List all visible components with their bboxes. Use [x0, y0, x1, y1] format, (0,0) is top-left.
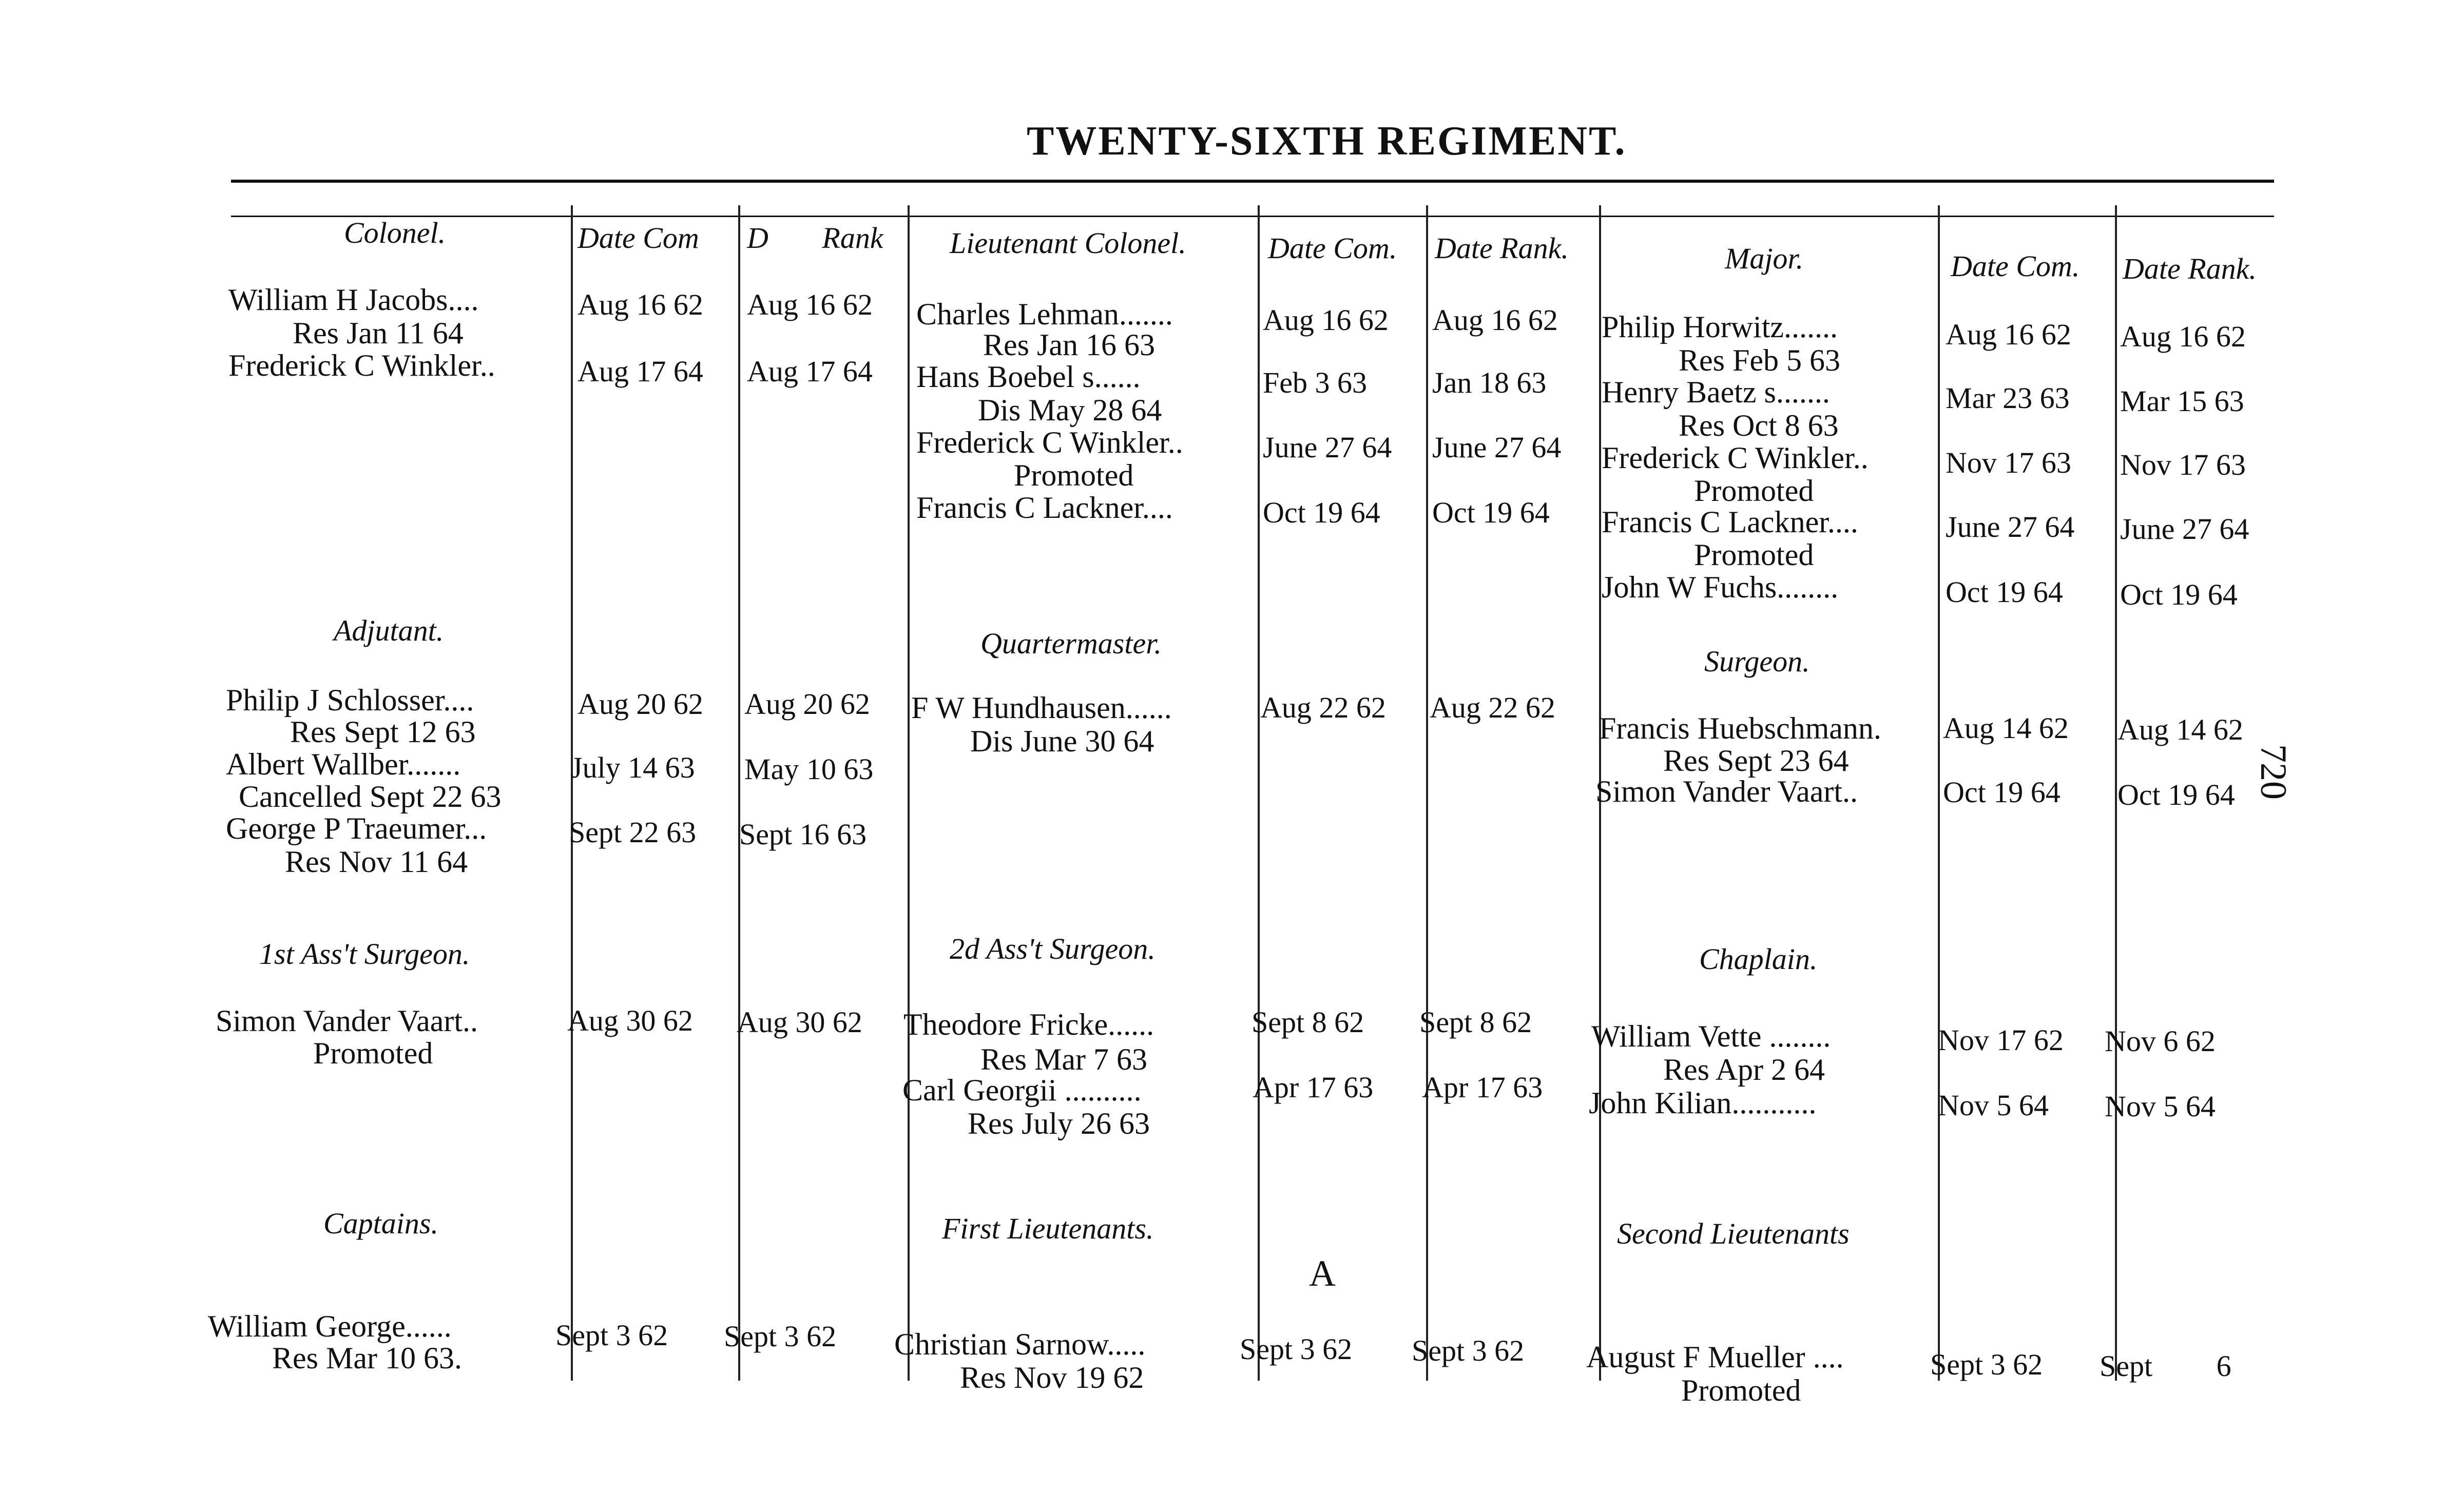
major-com-date: June 27 64 — [1946, 510, 2075, 544]
major-name: Philip Horwitz....... — [1602, 310, 1838, 344]
section-2d-asst-surgeon: 2d Ass't Surgeon. — [950, 932, 1156, 965]
header-lt-colonel: Lieutenant Colonel. — [950, 226, 1186, 260]
quartermaster-note: Dis June 30 64 — [970, 724, 1154, 758]
column-rule — [1938, 205, 1940, 1381]
first-asst-surgeon-name: Simon Vander Vaart.. — [216, 1004, 478, 1038]
major-note: Res Feb 5 63 — [1679, 343, 1840, 377]
header-date-com-3: Date Com. — [1951, 249, 2080, 283]
lt-colonel-note: Res Jan 16 63 — [983, 328, 1155, 362]
chaplain-com-date: Nov 17 62 — [1938, 1023, 2064, 1057]
second-lieutenant-name: August F Mueller .... — [1586, 1340, 1844, 1374]
adjutant-name: Albert Wallber....... — [226, 747, 461, 781]
surgeon-note: Res Sept 23 64 — [1663, 744, 1849, 778]
surgeon-name: Francis Huebschmann. — [1599, 711, 1881, 745]
captain-rank-date: Sept 3 62 — [724, 1320, 837, 1353]
colonel-name: Frederick C Winkler.. — [228, 348, 495, 382]
second-asst-surgeon-rank-date: Sept 8 62 — [1419, 1005, 1532, 1039]
colonel-rank-date: Aug 17 64 — [747, 355, 873, 388]
column-rule — [2115, 205, 2117, 1381]
adjutant-name: George P Traeumer... — [226, 811, 487, 845]
section-captains: Captains. — [323, 1207, 438, 1240]
major-note: Promoted — [1694, 474, 1814, 508]
first-asst-surgeon-rank-date: Aug 30 62 — [737, 1005, 862, 1039]
adjutant-note: Res Nov 11 64 — [285, 845, 468, 879]
lt-colonel-note: Dis May 28 64 — [978, 393, 1162, 427]
major-rank-date: Mar 15 63 — [2120, 384, 2244, 418]
surgeon-com-date: Oct 19 64 — [1943, 776, 2061, 809]
company-letter: A — [1309, 1253, 1336, 1294]
column-rule — [1426, 205, 1428, 1381]
column-rule — [571, 205, 573, 1381]
adjutant-com-date: Sept 22 63 — [569, 816, 697, 849]
chaplain-name: William Vette ........ — [1591, 1019, 1831, 1053]
surgeon-rank-date: Oct 19 64 — [2118, 778, 2235, 811]
adjutant-rank-date: Sept 16 63 — [739, 818, 867, 851]
colonel-com-date: Aug 16 62 — [578, 288, 703, 321]
adjutant-com-date: Aug 20 62 — [578, 687, 703, 721]
colonel-note: Res Jan 11 64 — [293, 316, 464, 350]
page-number: 720 — [2253, 744, 2294, 800]
second-asst-surgeon-rank-date: Apr 17 63 — [1422, 1071, 1543, 1104]
column-rule — [1258, 205, 1260, 1381]
lt-colonel-rank-date: Aug 16 62 — [1432, 303, 1558, 337]
colonel-com-date: Aug 17 64 — [578, 355, 703, 388]
surgeon-rank-date: Aug 14 62 — [2118, 713, 2243, 746]
second-asst-surgeon-com-date: Sept 8 62 — [1252, 1005, 1364, 1039]
major-rank-date: Aug 16 62 — [2120, 320, 2246, 353]
lt-colonel-rank-date: Oct 19 64 — [1432, 496, 1550, 529]
title-rule — [231, 180, 2274, 183]
major-rank-date: Nov 17 63 — [2120, 448, 2246, 481]
first-lieutenant-name: Christian Sarnow..... — [894, 1327, 1146, 1361]
major-com-date: Aug 16 62 — [1946, 318, 2071, 351]
adjutant-note: Cancelled Sept 22 63 — [239, 780, 502, 813]
quartermaster-name: F W Hundhausen...... — [911, 691, 1172, 725]
section-quartermaster: Quartermaster. — [980, 627, 1162, 660]
lt-colonel-rank-date: June 27 64 — [1432, 431, 1562, 464]
header-date-com: Date Com — [578, 221, 699, 255]
header-date-com-2: Date Com. — [1268, 231, 1397, 265]
chaplain-rank-date: Nov 6 62 — [2105, 1024, 2216, 1058]
second-lieutenant-note: Promoted — [1681, 1373, 1801, 1407]
second-lieutenant-com-date: Sept 3 62 — [1930, 1348, 2043, 1381]
second-asst-surgeon-note: Res Mar 7 63 — [980, 1042, 1147, 1076]
major-rank-date: June 27 64 — [2120, 512, 2249, 546]
first-lieutenant-note: Res Nov 19 62 — [960, 1361, 1144, 1394]
adjutant-rank-date: Aug 20 62 — [744, 687, 870, 721]
header-date-rank-3: Date Rank. — [2123, 252, 2257, 285]
section-second-lieutenants: Second Lieutenants — [1617, 1217, 1850, 1250]
section-adjutant: Adjutant. — [334, 614, 444, 647]
adjutant-name: Philip J Schlosser.... — [226, 683, 474, 717]
header-date-rank: Date Rank. — [1435, 231, 1569, 265]
lt-colonel-com-date: June 27 64 — [1263, 431, 1392, 464]
major-note: Promoted — [1694, 538, 1814, 572]
section-chaplain: Chaplain. — [1699, 942, 1818, 976]
adjutant-rank-date: May 10 63 — [744, 752, 874, 786]
major-com-date: Nov 17 63 — [1946, 446, 2071, 479]
quartermaster-rank-date: Aug 22 62 — [1430, 691, 1555, 724]
major-name: John W Fuchs........ — [1602, 570, 1839, 604]
page-title: TWENTY-SIXTH REGIMENT. — [1027, 119, 1627, 164]
section-1st-asst-surgeon: 1st Ass't Surgeon. — [259, 937, 470, 971]
chaplain-rank-date: Nov 5 64 — [2105, 1090, 2216, 1123]
first-lieutenant-com-date: Sept 3 62 — [1240, 1332, 1353, 1366]
surgeon-name: Simon Vander Vaart.. — [1595, 774, 1858, 808]
lt-colonel-com-date: Oct 19 64 — [1263, 496, 1380, 529]
header-d-rank: D Rank — [747, 221, 883, 255]
major-com-date: Mar 23 63 — [1946, 381, 2070, 415]
surgeon-com-date: Aug 14 62 — [1943, 711, 2069, 745]
lt-colonel-name: Hans Boebel s...... — [916, 360, 1141, 394]
lt-colonel-name: Charles Lehman....... — [916, 297, 1173, 331]
first-lieutenant-rank-date: Sept 3 62 — [1412, 1334, 1525, 1367]
lt-colonel-rank-date: Jan 18 63 — [1432, 366, 1547, 399]
column-rule — [738, 205, 740, 1381]
lt-colonel-com-date: Aug 16 62 — [1263, 303, 1389, 337]
second-asst-surgeon-name: Theodore Fricke...... — [903, 1008, 1154, 1041]
chaplain-note: Res Apr 2 64 — [1663, 1053, 1825, 1087]
second-asst-surgeon-note: Res July 26 63 — [968, 1107, 1150, 1140]
major-name: Henry Baetz s....... — [1602, 375, 1830, 409]
second-lieutenant-rank-date: Sept 6 — [2100, 1349, 2231, 1383]
major-com-date: Oct 19 64 — [1946, 575, 2063, 609]
adjutant-note: Res Sept 12 63 — [290, 715, 476, 749]
lt-colonel-name: Francis C Lackner.... — [916, 491, 1173, 525]
lt-colonel-com-date: Feb 3 63 — [1263, 366, 1367, 399]
major-rank-date: Oct 19 64 — [2120, 578, 2238, 611]
second-asst-surgeon-name: Carl Georgii .......... — [902, 1073, 1142, 1107]
captain-name: William George...... — [208, 1309, 452, 1343]
major-note: Res Oct 8 63 — [1679, 409, 1839, 442]
section-first-lieutenants: First Lieutenants. — [942, 1212, 1154, 1245]
header-rule — [231, 216, 2274, 217]
chaplain-com-date: Nov 5 64 — [1938, 1089, 2049, 1122]
header-colonel: Colonel. — [344, 216, 446, 249]
header-major: Major. — [1725, 242, 1804, 275]
first-asst-surgeon-note: Promoted — [313, 1036, 433, 1070]
adjutant-com-date: July 14 63 — [571, 751, 695, 784]
colonel-rank-date: Aug 16 62 — [747, 288, 873, 321]
quartermaster-com-date: Aug 22 62 — [1260, 691, 1386, 724]
lt-colonel-note: Promoted — [1014, 458, 1134, 492]
major-name: Frederick C Winkler.. — [1602, 441, 1869, 475]
chaplain-name: John Kilian........... — [1589, 1086, 1817, 1120]
lt-colonel-name: Frederick C Winkler.. — [916, 425, 1183, 459]
captain-com-date: Sept 3 62 — [555, 1319, 668, 1352]
captain-note: Res Mar 10 63. — [272, 1341, 462, 1375]
second-asst-surgeon-com-date: Apr 17 63 — [1253, 1071, 1374, 1104]
first-asst-surgeon-com-date: Aug 30 62 — [567, 1004, 693, 1037]
column-rule — [908, 205, 910, 1381]
major-name: Francis C Lackner.... — [1602, 505, 1858, 539]
section-surgeon: Surgeon. — [1704, 645, 1810, 678]
colonel-name: William H Jacobs.... — [228, 283, 479, 317]
